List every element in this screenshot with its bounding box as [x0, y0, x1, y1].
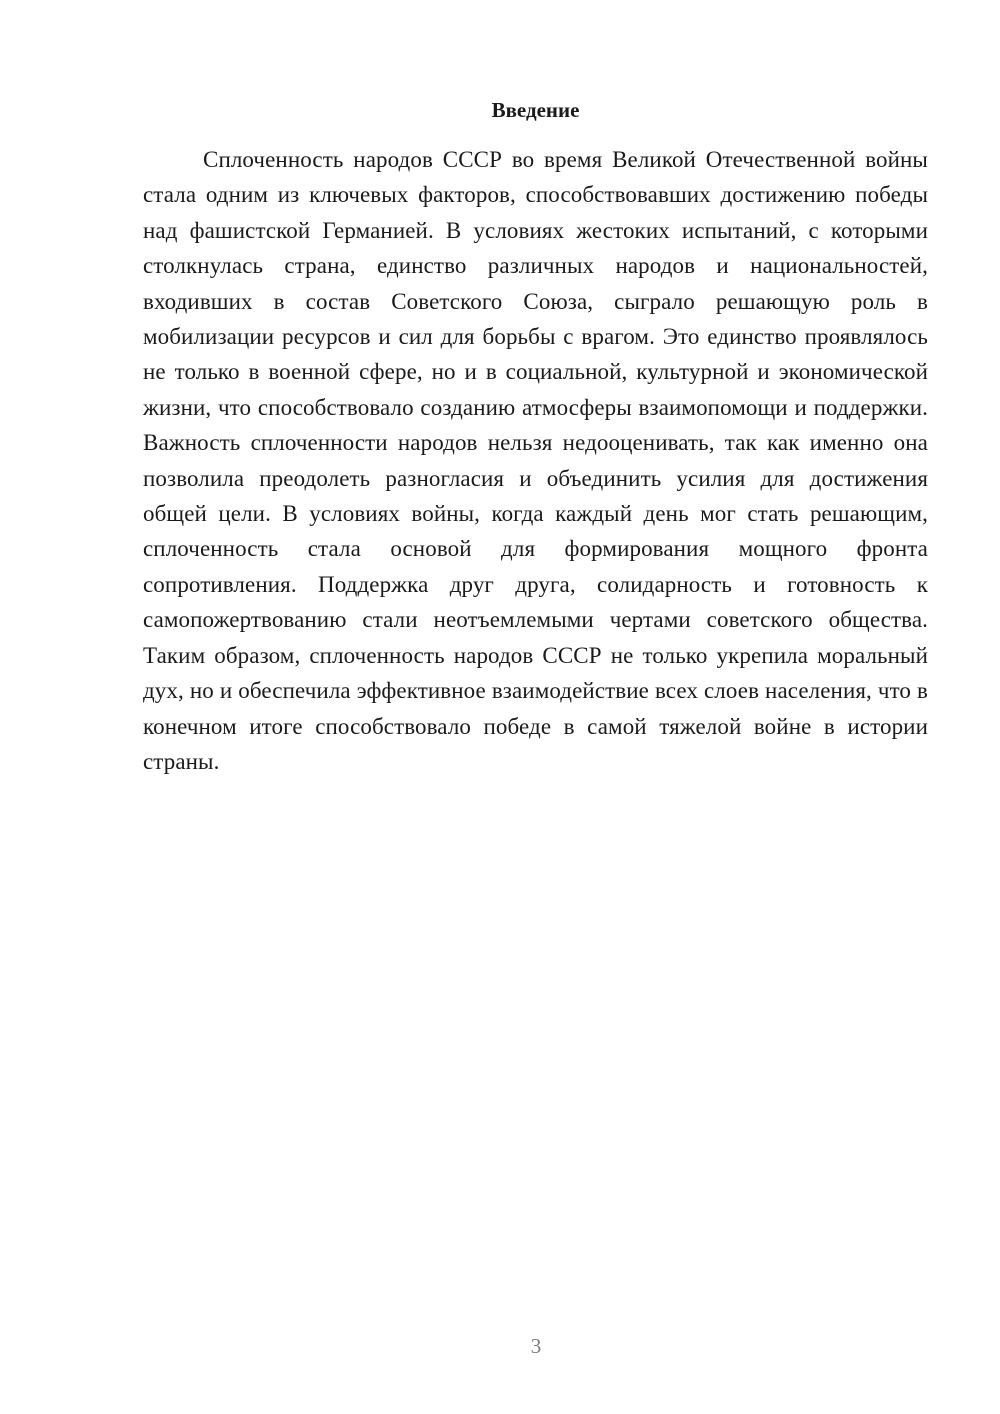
page-title: Введение: [491, 98, 580, 122]
page-number: 3: [530, 1334, 542, 1358]
body-paragraph: Сплоченность народов СССР во время Великой Отечественной войны стала одним из ключевых факторов, способствовавших достижению победы над фашистской Германией. В условиях жестоких испытаний, с которыми столкнулась страна, единство различных народов и национальностей, входивших в состав Советского Союза, сыграло решающую роль в мобилизации ресурсов и сил для борьбы с врагом. Это единство проявлялось не только в военной сфере, но и в социальной, культурной и экономической жизни, что способствовало созданию атмосферы взаимопомощи и поддержки. Важность сплоченности народов нельзя недооценивать, так как именно она позволила преодолеть разногласия и объединить усилия для достижения общей цели. В условиях войны, когда каждый день мог стать решающим, сплоченность стала основой для формирования мощного фронта сопротивления. Поддержка друг друга, солидарность и готовность к самопожертвованию стали неотъемлемыми чертами советского общества. Таким образом, сплоченность народов СССР не только укрепила моральный дух, но и обеспечила эффективное взаимодействие всех слоев населения, что в конечном итоге способствовало победе в самой тяжелой войне в истории страны.: [143, 147, 928, 774]
